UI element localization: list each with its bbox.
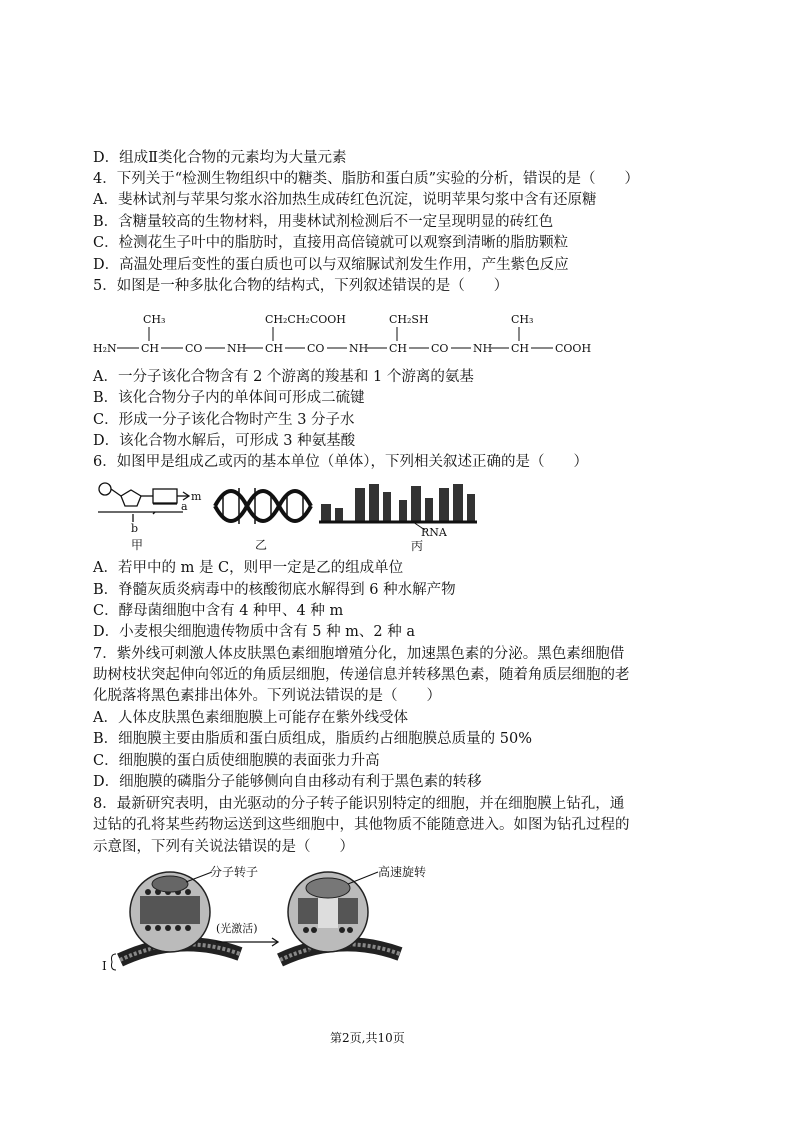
svg-text:CO: CO (185, 342, 203, 355)
line-2: A．斐林试剂与苹果匀浆水浴加热生成砖红色沉淀，说明苹果匀浆中含有还原糖 (93, 192, 597, 208)
line-16: 7．紫外线可刺激人体皮肤黑色素细胞增殖分化，加速黑色素的分泌。黑色素细胞借 (93, 646, 625, 662)
yi-label: 乙 (255, 538, 268, 552)
line-6: 5．如图是一种多肽化合物的结构式，下列叙述错误的是（ ） (93, 278, 509, 294)
line-10: D．该化合物水解后，可形成 3 种氨基酸 (93, 433, 356, 449)
membrane-after-diagram (280, 872, 400, 960)
dna-helix-diagram (215, 491, 311, 521)
page-footer: 第2页,共10页 (330, 1031, 405, 1045)
light-label: (光激活) (216, 922, 258, 935)
line-7: A．一分子该化合物含有 2 个游离的羧基和 1 个游离的氨基 (93, 369, 474, 385)
membrane-before-diagram (120, 872, 240, 960)
svg-text:CH: CH (141, 342, 160, 355)
line-13: B．脊髓灰质炎病毒中的核酸彻底水解得到 6 种水解产物 (93, 582, 456, 598)
svg-text:NH: NH (227, 342, 247, 355)
line-1: 4．下列关于“检测生物组织中的糖类、脂肪和蛋白质”实验的分析，错误的是（ ） (93, 171, 640, 187)
line-11: 6．如图甲是组成乙或丙的基本单位（单体），下列相关叙述正确的是（ ） (93, 454, 588, 470)
line-18: 化脱落将黑色素排出体外。下列说法错误的是（ ） (93, 688, 441, 704)
svg-text:CH: CH (265, 342, 284, 355)
r3-label: CH₂SH (389, 313, 429, 326)
bing-label: 丙 (411, 539, 424, 553)
line-0: D．组成Ⅱ类化合物的元素均为大量元素 (93, 150, 347, 166)
jia-label: 甲 (131, 538, 144, 552)
peptide-structure (93, 305, 603, 365)
line-20: B．细胞膜主要由脂质和蛋白质组成，脂质约占细胞膜总质量的 50% (93, 731, 532, 747)
svg-text:NH: NH (349, 342, 369, 355)
h2n-label: H₂N (93, 342, 117, 355)
line-14: C．酵母菌细胞中含有 4 种甲、4 种 m (93, 603, 344, 619)
line-24: 过钻的孔将某些药物运送到这些细胞中，其他物质不能随意进入。如图为钻孔过程的 (93, 817, 630, 833)
line-25: 示意图，下列有关说法错误的是（ ） (93, 839, 354, 855)
svg-text:COOH: COOH (555, 342, 592, 355)
svg-text:NH: NH (473, 342, 493, 355)
r4-label: CH₃ (511, 313, 534, 326)
line-15: D．小麦根尖细胞遗传物质中含有 5 种 m、2 种 a (93, 624, 416, 640)
line-12: A．若甲中的 m 是 C，则甲一定是乙的组成单位 (93, 560, 404, 576)
line-5: D．高温处理后变性的蛋白质也可以与双缩脲试剂发生作用，产生紫色反应 (93, 257, 569, 273)
roman-i-label: I (102, 959, 107, 973)
spin-label: 高速旋转 (378, 865, 427, 879)
line-8: B．该化合物分子内的单体间可形成二硫键 (93, 390, 365, 406)
svg-text:CO: CO (307, 342, 325, 355)
r2-label: CH₂CH₂COOH (265, 313, 346, 326)
line-3: B．含糖量较高的生物材料，用斐林试剂检测后不一定呈现明显的砖红色 (93, 214, 554, 230)
m-label: m (191, 490, 202, 503)
line-4: C．检测花生子叶中的脂肪时，直接用高倍镜就可以观察到清晰的脂肪颗粒 (93, 235, 569, 251)
figure-8 (100, 862, 460, 982)
rotor-label: 分子转子 (210, 865, 259, 879)
line-22: D．细胞膜的磷脂分子能够侧向自由移动有利于黑色素的转移 (93, 774, 482, 790)
line-9: C．形成一分子该化合物时产生 3 分子水 (93, 412, 355, 428)
rna-label: RNA (421, 526, 447, 539)
svg-text:CH: CH (511, 342, 530, 355)
a-label: a (181, 500, 188, 513)
line-17: 助树枝状突起伸向邻近的角质层细胞，传递信息并转移黑色素，随着角质层细胞的老 (93, 667, 630, 683)
line-19: A．人体皮肤黑色素细胞膜上可能存在紫外线受体 (93, 710, 408, 726)
figure-6 (93, 474, 513, 554)
line-23: 8．最新研究表明，由光驱动的分子转子能识别特定的细胞，并在细胞膜上钻孔，通 (93, 796, 625, 812)
rna-strand-diagram (321, 484, 475, 522)
svg-text:CO: CO (431, 342, 449, 355)
nucleotide-diagram (98, 483, 189, 522)
b-label: b (131, 522, 139, 535)
svg-text:CH: CH (389, 342, 408, 355)
r1-label: CH₃ (143, 313, 166, 326)
line-21: C．细胞膜的蛋白质使细胞膜的表面张力升高 (93, 753, 380, 769)
